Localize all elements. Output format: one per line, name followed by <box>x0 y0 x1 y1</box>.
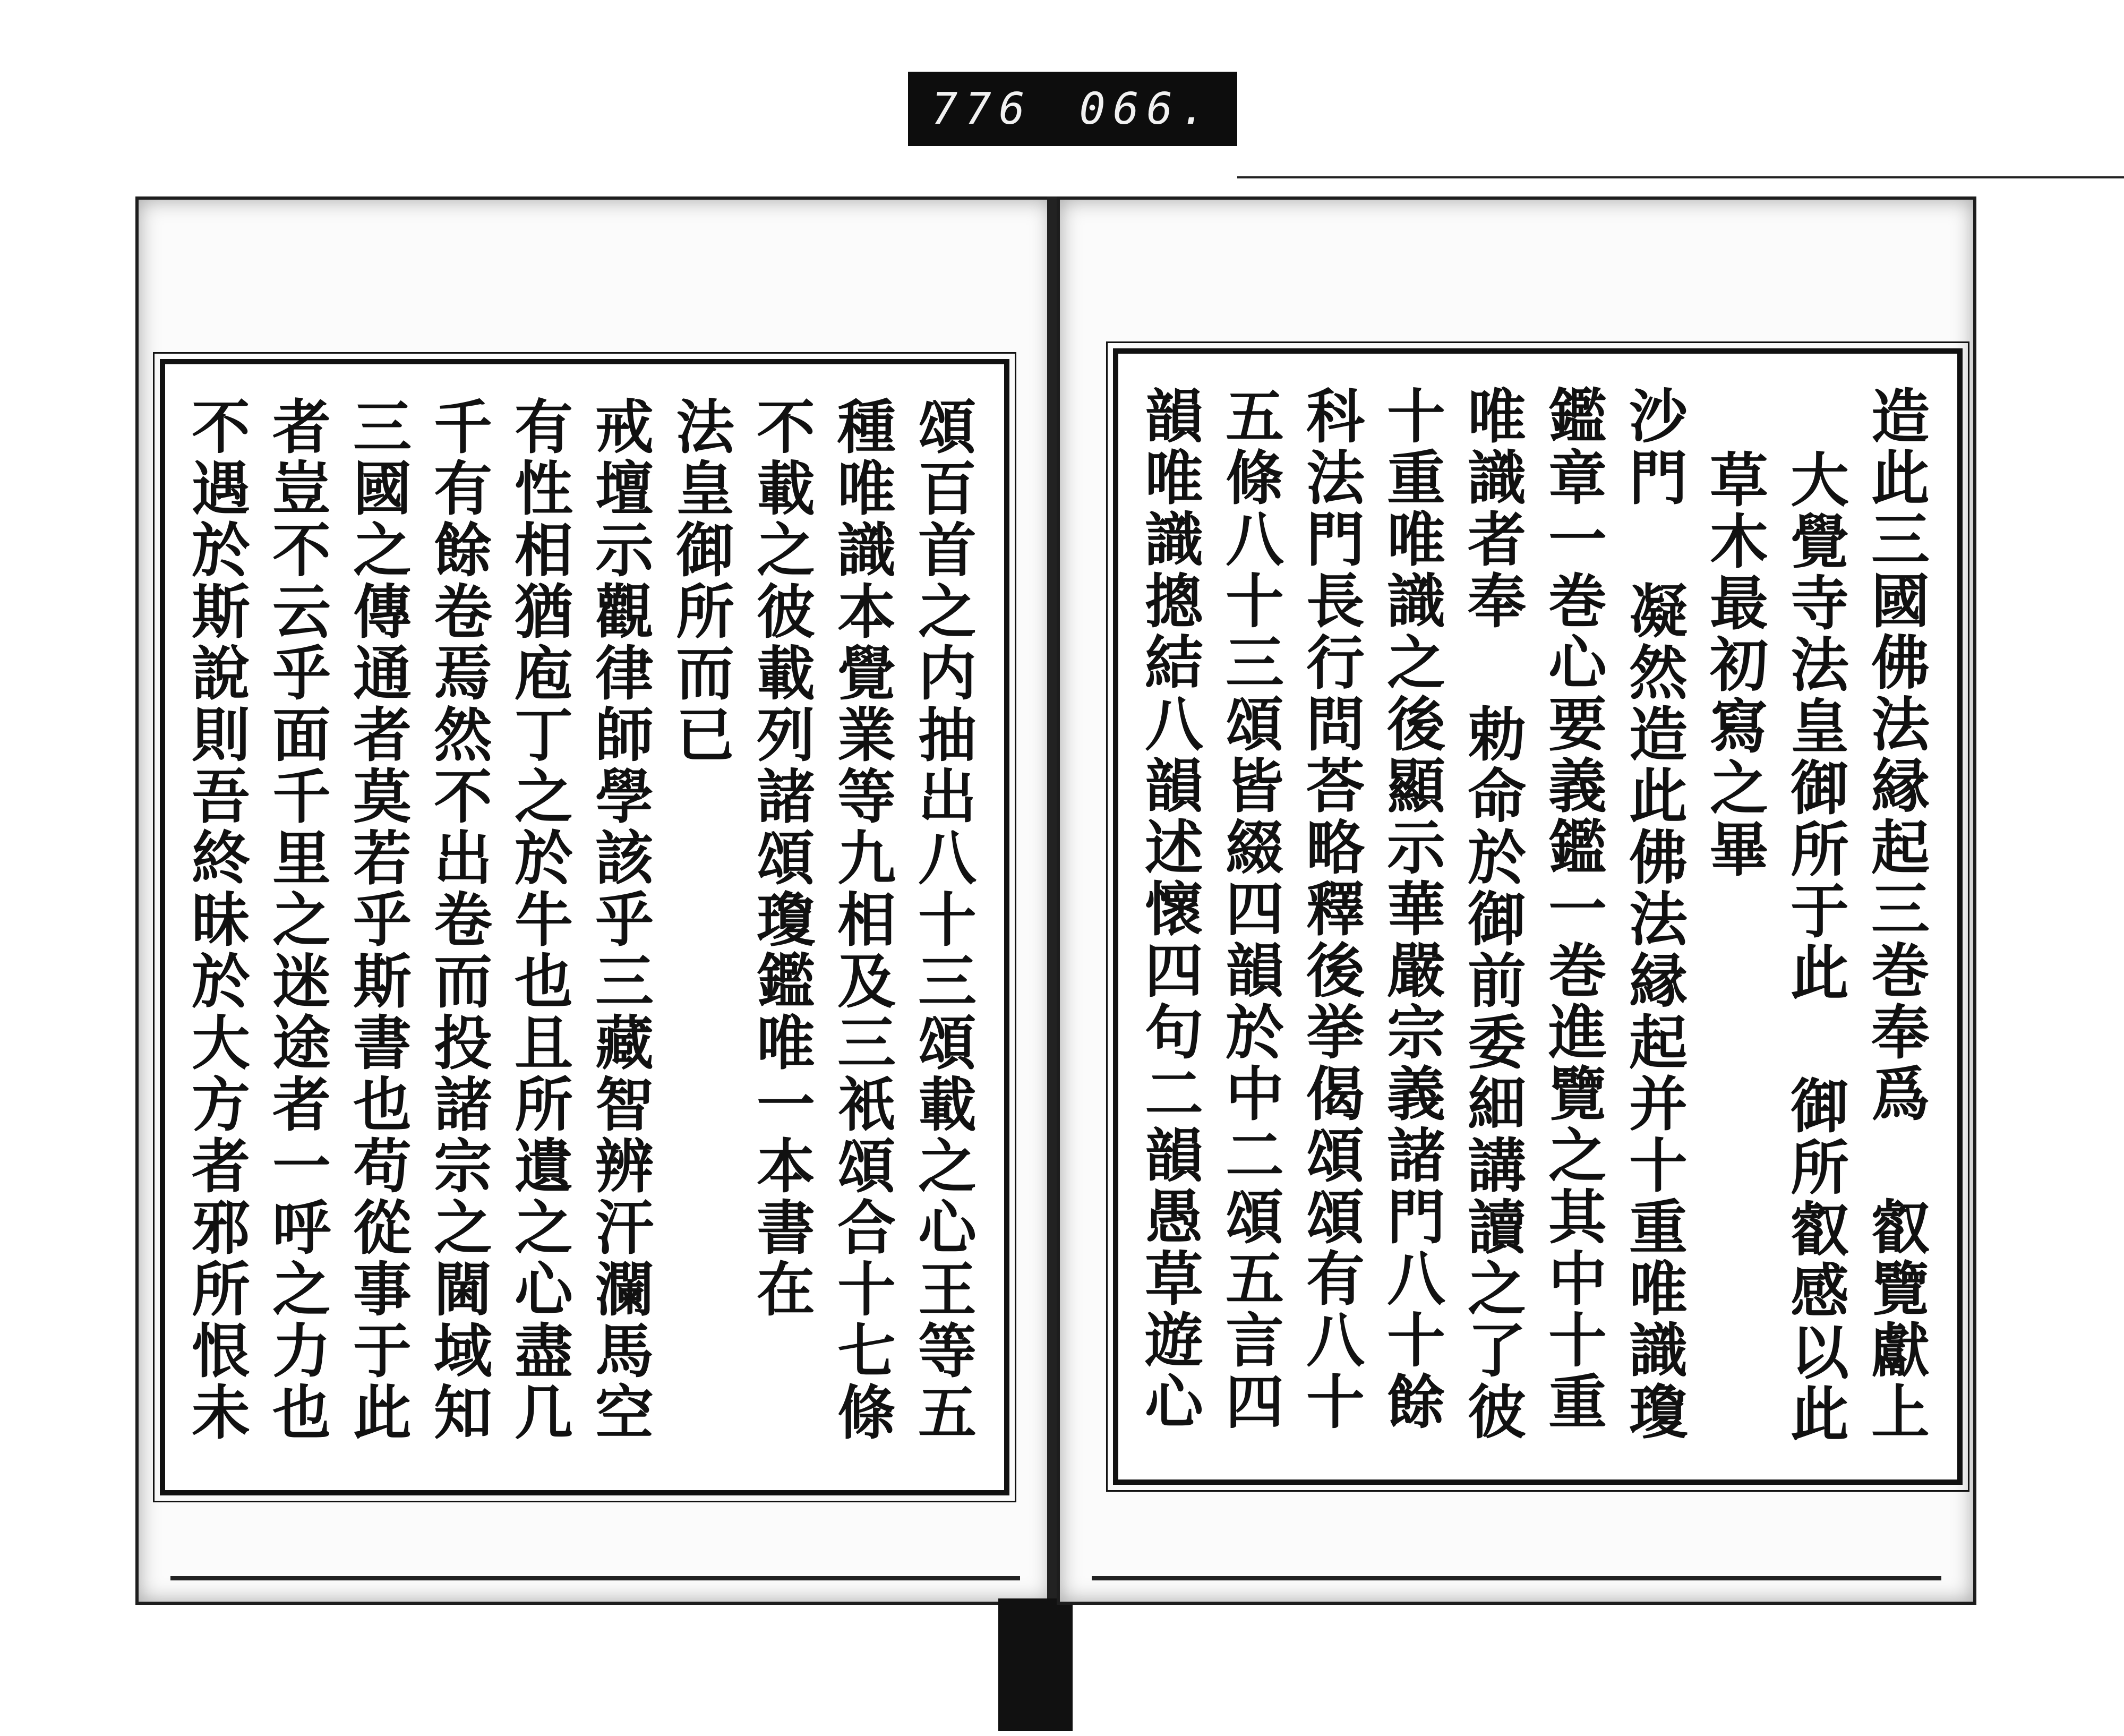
text-column: 法皇御所而已 <box>666 396 735 766</box>
archive-number-label <box>908 72 1237 146</box>
left-page-faint-margin <box>202 237 988 301</box>
gutter-clip <box>998 1598 1073 1731</box>
left-page-frame <box>160 359 1009 1495</box>
text-column: 科法門長行問荅略釋後挙偈頌頌有八十 <box>1297 386 1365 1433</box>
text-column: 頌百首之内抽出八十三頌載之心王等五 <box>909 396 977 1443</box>
label-left-number: 776 <box>931 83 1033 134</box>
left-page-bottom-edge <box>170 1576 1020 1580</box>
text-column: 大覺寺法皇御所于此 御所叡感以此 <box>1781 449 1849 1445</box>
text-column: 十重唯識之後顯示華嚴宗義諸門八十餘 <box>1377 386 1446 1433</box>
right-page-frame <box>1113 348 1963 1485</box>
right-page-faint-margin <box>1124 237 1909 301</box>
left-page <box>135 196 1055 1605</box>
right-page <box>1057 196 1976 1605</box>
text-column: 鑑章一巻心要義鑑一巻進覽之其中十重 <box>1539 386 1607 1433</box>
text-column: 造此三國佛法縁起三巻奉爲 叡覽獻上 <box>1862 386 1930 1443</box>
text-column: 者豈不云乎面千里之迷途者一呼之力也 <box>263 396 331 1443</box>
text-column: 唯識者奉 勅命於御前委細講讀之了彼 <box>1458 386 1527 1443</box>
text-column: 千有餘卷焉然不出卷而投諸宗之閫域知 <box>424 396 493 1443</box>
text-column: 種唯識本覺業等九相及三衹頌合十七條 <box>828 396 896 1443</box>
top-rule-line <box>1237 176 2124 178</box>
text-column: 戒壇示觀律師學該乎三藏智辨汗瀾馬空 <box>586 396 654 1443</box>
right-page-bottom-edge <box>1092 1576 1941 1580</box>
text-column: 沙門 凝然造此佛法縁起并十重唯識瓊 <box>1620 386 1688 1443</box>
text-column: 五條八十三頌皆綴四韻於中二頌五言四 <box>1216 386 1284 1433</box>
text-column: 有性相猶庖丁之於牛也且所遺之心盡几 <box>505 396 573 1443</box>
text-column: 韻唯識摠結八韻述懷四句二韻愚草遊心 <box>1135 386 1204 1433</box>
text-column: 不遇於斯說則吾終昧於大方者邪所恨未 <box>182 396 251 1443</box>
text-column: 不載之彼載列諸頌瓊鑑唯一本書在 <box>747 396 816 1320</box>
text-column: 三國之傳通者莫若乎斯書也苟從事于此 <box>344 396 412 1443</box>
text-column: 草木最初寫之畢 <box>1700 449 1769 880</box>
right-page-text <box>1135 386 1936 1448</box>
left-page-text <box>182 396 983 1458</box>
label-right-number: 066. <box>1079 83 1214 134</box>
